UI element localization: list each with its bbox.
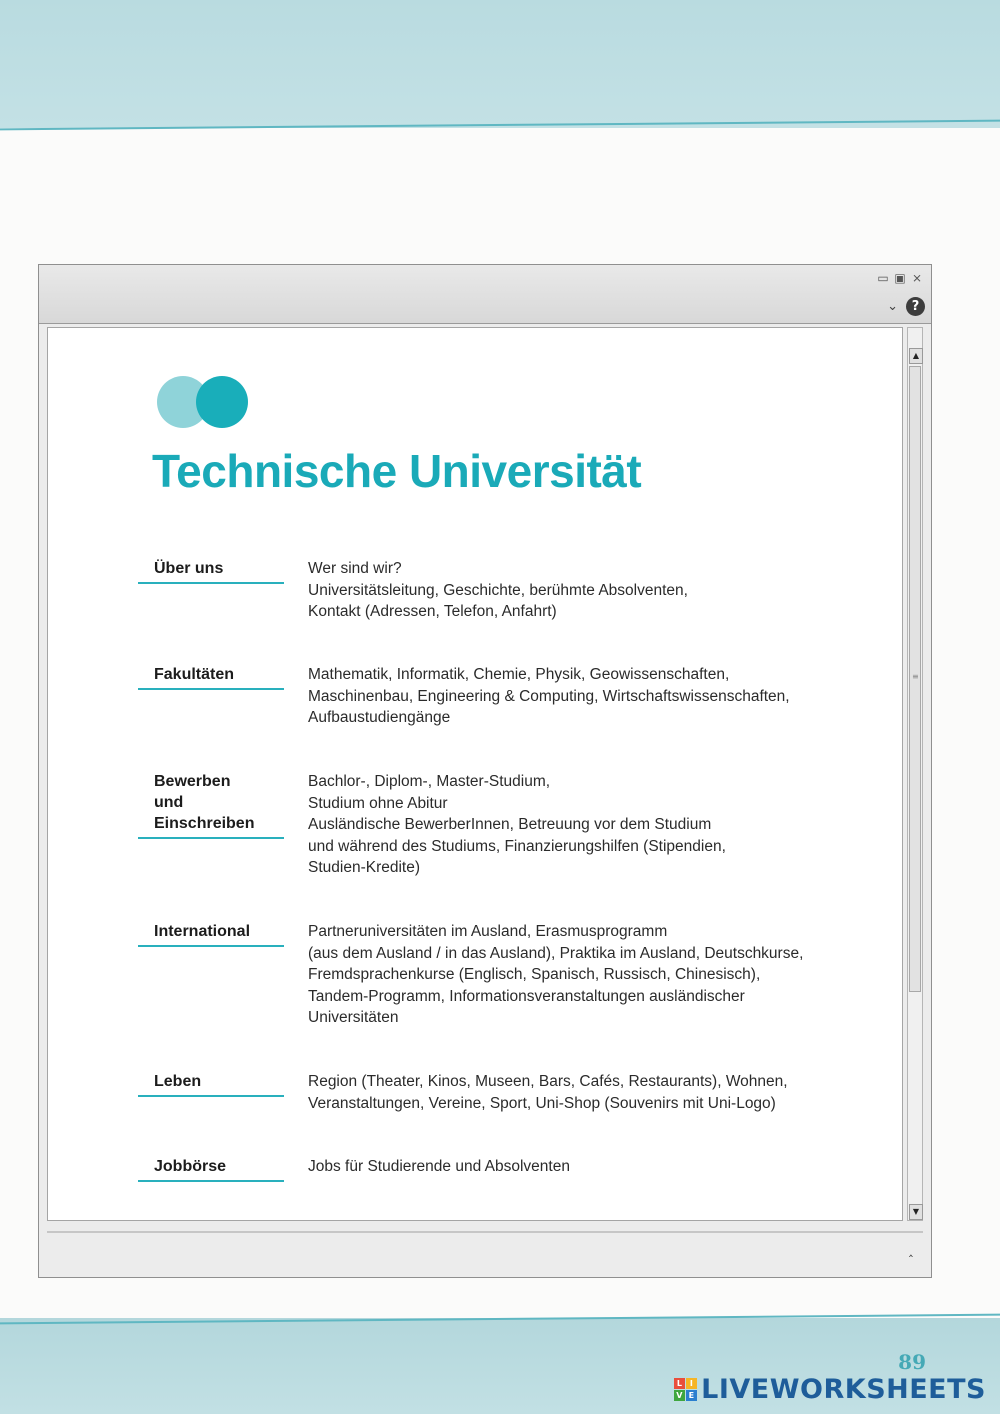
description-line: Jobs für Studierende und Absolventen [308, 1158, 570, 1175]
section-description [308, 1156, 868, 1178]
page-title: Technische Universität [152, 445, 642, 497]
description-line: Studien-Kredite) [308, 859, 421, 876]
dropdown-chevron-icon[interactable]: ⌄ [887, 299, 898, 314]
description-line: Ausländische BewerberInnen, Betreuung vor dem Studium [308, 816, 712, 833]
section-description [308, 558, 868, 623]
label-line: und [154, 794, 184, 811]
liveworksheets-brand [674, 1374, 986, 1405]
nav-link-leben[interactable]: Leben [138, 1071, 284, 1097]
description-line: Maschinenbau, Engineering & Computing, Wirtschaftswissenschaften, [308, 687, 790, 705]
nav-link-fakultaeten[interactable]: Fakultäten [138, 664, 284, 690]
brand-logo-icon: L I V E [674, 1378, 697, 1401]
status-bar [47, 1231, 923, 1271]
scroll-down-arrow-icon[interactable]: ▼ [909, 1204, 923, 1220]
description-line: Universitäten [308, 1009, 399, 1026]
description-line: Kontakt (Adressen, Telefon, Anfahrt) [308, 603, 557, 620]
description-line: Tandem-Programm, Informationsveranstaltungen ausländischer [308, 987, 745, 1005]
university-logo-icon [156, 374, 256, 430]
label-line: Einschreiben [154, 815, 255, 832]
help-icon[interactable]: ? [906, 297, 925, 316]
section-description [308, 921, 868, 1029]
description-line: und während des Studiums, Finanzierungshilfen (Stipendien, [308, 837, 726, 855]
section-description [308, 664, 868, 729]
grip-icon: ≡ [912, 672, 919, 681]
description-line: Bachlor-, Diplom-, Master-Studium, [308, 773, 551, 790]
description-line: (aus dem Ausland / in das Ausland), Praktika im Ausland, Deutschkurse, [308, 944, 804, 962]
description-line: Studium ohne Abitur [308, 794, 448, 812]
nav-link-international[interactable]: International [138, 921, 284, 947]
description-line: Partneruniversitäten im Ausland, Erasmusprogramm [308, 923, 668, 940]
browser-window [38, 264, 932, 1278]
section-description [308, 771, 868, 879]
minimize-icon[interactable]: ▭ [877, 271, 889, 285]
top-decor-band [0, 0, 1000, 128]
vertical-scrollbar[interactable] [907, 327, 923, 1221]
brand-name: LIVEWORKSHEETS [701, 1374, 986, 1405]
description-line: Aufbaustudiengänge [308, 709, 451, 726]
window-titlebar [39, 265, 931, 324]
scroll-up-arrow-icon[interactable]: ▲ [909, 348, 923, 364]
description-line: Wer sind wir? [308, 560, 402, 577]
caret-up-icon[interactable]: ‸ [908, 1243, 913, 1257]
nav-link-bewerben-und-einschreiben[interactable] [138, 771, 284, 839]
description-line: Region (Theater, Kinos, Museen, Bars, Cafés, Restaurants), Wohnen, [308, 1073, 788, 1090]
toolbar-controls [887, 297, 925, 316]
page-number: 89 [898, 1350, 926, 1374]
maximize-icon[interactable]: ▣ [894, 271, 906, 285]
nav-link-ueber-uns[interactable]: Über uns [138, 558, 284, 584]
label-line: Bewerben [154, 773, 231, 790]
description-line: Universitätsleitung, Geschichte, berühmte Absolventen, [308, 581, 688, 599]
scrollbar-thumb[interactable] [909, 366, 921, 992]
nav-link-jobboerse[interactable]: Jobbörse [138, 1156, 284, 1182]
description-line: Veranstaltungen, Vereine, Sport, Uni-Shop (Souvenirs mit Uni-Logo) [308, 1094, 776, 1112]
logo-circle-dark [196, 376, 248, 428]
web-content [47, 327, 903, 1221]
close-icon[interactable]: ⨯ [911, 271, 923, 285]
description-line: Mathematik, Informatik, Chemie, Physik, Geowissenschaften, [308, 666, 730, 683]
description-line: Fremdsprachenkurse (Englisch, Spanisch, Russisch, Chinesisch), [308, 966, 761, 983]
section-description [308, 1071, 868, 1114]
window-controls [877, 271, 923, 285]
